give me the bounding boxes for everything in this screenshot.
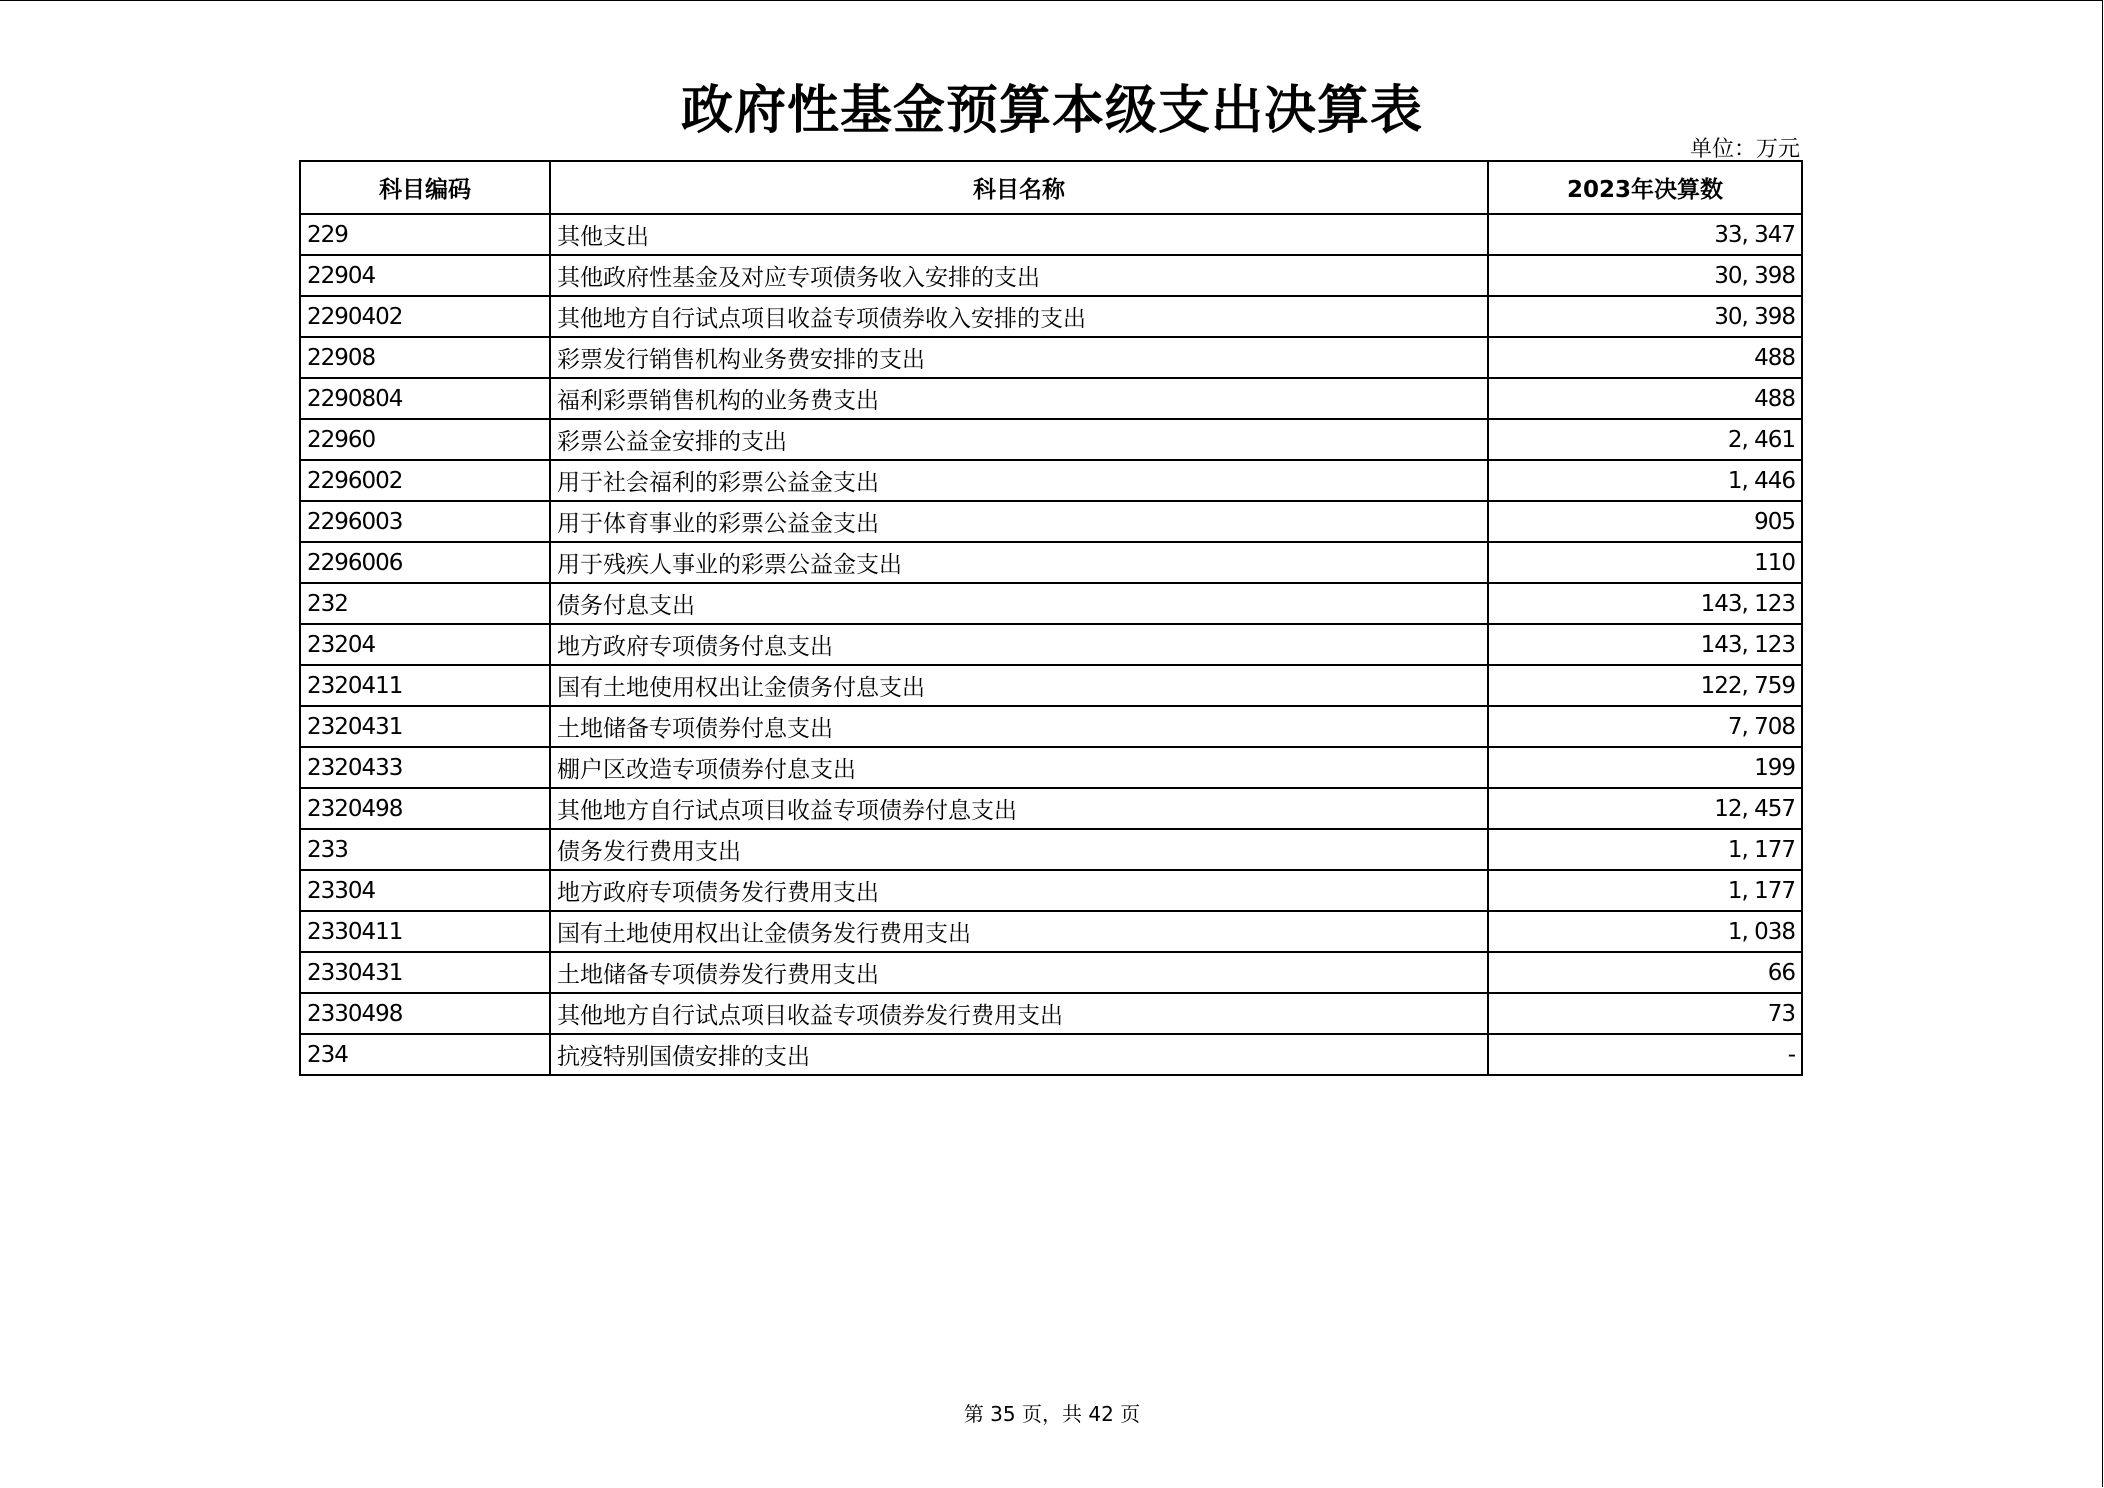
row-amount: 30, 398 — [1488, 296, 1802, 337]
row-code: 233 — [300, 829, 550, 870]
row-amount: 7, 708 — [1488, 706, 1802, 747]
table-row — [300, 993, 1802, 1034]
row-name: 地方政府专项债务付息支出 — [550, 624, 1488, 665]
row-code: 2320498 — [300, 788, 550, 829]
row-amount: 110 — [1488, 542, 1802, 583]
row-amount: 1, 177 — [1488, 829, 1802, 870]
table-row — [300, 624, 1802, 665]
table-row — [300, 1034, 1802, 1075]
row-code: 2296003 — [300, 501, 550, 542]
table-row — [300, 706, 1802, 747]
row-amount: 143, 123 — [1488, 583, 1802, 624]
row-code: 2290402 — [300, 296, 550, 337]
row-name: 土地储备专项债券付息支出 — [550, 706, 1488, 747]
row-name: 债务付息支出 — [550, 583, 1488, 624]
row-name: 其他政府性基金及对应专项债务收入安排的支出 — [550, 255, 1488, 296]
table-row — [300, 870, 1802, 911]
row-code: 2296006 — [300, 542, 550, 583]
row-code: 2330411 — [300, 911, 550, 952]
row-amount: 30, 398 — [1488, 255, 1802, 296]
row-name: 其他地方自行试点项目收益专项债券发行费用支出 — [550, 993, 1488, 1034]
row-code: 23304 — [300, 870, 550, 911]
table-header-row — [300, 161, 1802, 214]
row-code: 234 — [300, 1034, 550, 1075]
row-amount: 66 — [1488, 952, 1802, 993]
row-name: 用于社会福利的彩票公益金支出 — [550, 460, 1488, 501]
header-code: 科目编码 — [300, 161, 550, 214]
table-row — [300, 296, 1802, 337]
table-row — [300, 419, 1802, 460]
row-name: 债务发行费用支出 — [550, 829, 1488, 870]
row-name: 棚户区改造专项债券付息支出 — [550, 747, 1488, 788]
table-row — [300, 542, 1802, 583]
table-row — [300, 665, 1802, 706]
row-code: 2320411 — [300, 665, 550, 706]
row-amount: 1, 038 — [1488, 911, 1802, 952]
row-name: 国有土地使用权出让金债务付息支出 — [550, 665, 1488, 706]
row-code: 229 — [300, 214, 550, 255]
row-amount: 1, 446 — [1488, 460, 1802, 501]
row-code: 23204 — [300, 624, 550, 665]
table-row — [300, 501, 1802, 542]
row-name: 用于残疾人事业的彩票公益金支出 — [550, 542, 1488, 583]
table-row — [300, 460, 1802, 501]
table-row — [300, 788, 1802, 829]
page-number: 第 35 页，共 42 页 — [963, 1402, 1141, 1426]
row-amount: 2, 461 — [1488, 419, 1802, 460]
row-amount: 33, 347 — [1488, 214, 1802, 255]
table-row — [300, 255, 1802, 296]
row-name: 地方政府专项债务发行费用支出 — [550, 870, 1488, 911]
expenditure-table — [299, 160, 1803, 1076]
row-amount: 73 — [1488, 993, 1802, 1034]
row-amount: 199 — [1488, 747, 1802, 788]
table-row — [300, 747, 1802, 788]
table-row — [300, 952, 1802, 993]
table-body — [300, 214, 1802, 1075]
row-name: 其他支出 — [550, 214, 1488, 255]
row-code: 22960 — [300, 419, 550, 460]
row-code: 2296002 — [300, 460, 550, 501]
row-name: 国有土地使用权出让金债务发行费用支出 — [550, 911, 1488, 952]
row-code: 2320433 — [300, 747, 550, 788]
row-name: 土地储备专项债券发行费用支出 — [550, 952, 1488, 993]
row-amount: 905 — [1488, 501, 1802, 542]
row-amount: 488 — [1488, 378, 1802, 419]
row-name: 其他地方自行试点项目收益专项债券收入安排的支出 — [550, 296, 1488, 337]
row-code: 22904 — [300, 255, 550, 296]
row-code: 2330498 — [300, 993, 550, 1034]
table-row — [300, 214, 1802, 255]
row-amount: - — [1488, 1034, 1802, 1075]
table-row — [300, 583, 1802, 624]
row-code: 2290804 — [300, 378, 550, 419]
row-name: 抗疫特别国债安排的支出 — [550, 1034, 1488, 1075]
table-row — [300, 829, 1802, 870]
row-code: 2330431 — [300, 952, 550, 993]
row-code: 232 — [300, 583, 550, 624]
header-name: 科目名称 — [550, 161, 1488, 214]
table-row — [300, 378, 1802, 419]
header-amount: 2023年决算数 — [1488, 161, 1802, 214]
row-name: 福利彩票销售机构的业务费支出 — [550, 378, 1488, 419]
row-name: 用于体育事业的彩票公益金支出 — [550, 501, 1488, 542]
table-row — [300, 337, 1802, 378]
row-amount: 1, 177 — [1488, 870, 1802, 911]
page-title: 政府性基金预算本级支出决算表 — [680, 81, 1423, 141]
row-name: 彩票公益金安排的支出 — [550, 419, 1488, 460]
row-name: 其他地方自行试点项目收益专项债券付息支出 — [550, 788, 1488, 829]
unit-label: 单位：万元 — [1689, 137, 1800, 162]
table-row — [300, 911, 1802, 952]
row-amount: 143, 123 — [1488, 624, 1802, 665]
row-code: 2320431 — [300, 706, 550, 747]
row-amount: 122, 759 — [1488, 665, 1802, 706]
row-amount: 12, 457 — [1488, 788, 1802, 829]
row-name: 彩票发行销售机构业务费安排的支出 — [550, 337, 1488, 378]
row-code: 22908 — [300, 337, 550, 378]
row-amount: 488 — [1488, 337, 1802, 378]
